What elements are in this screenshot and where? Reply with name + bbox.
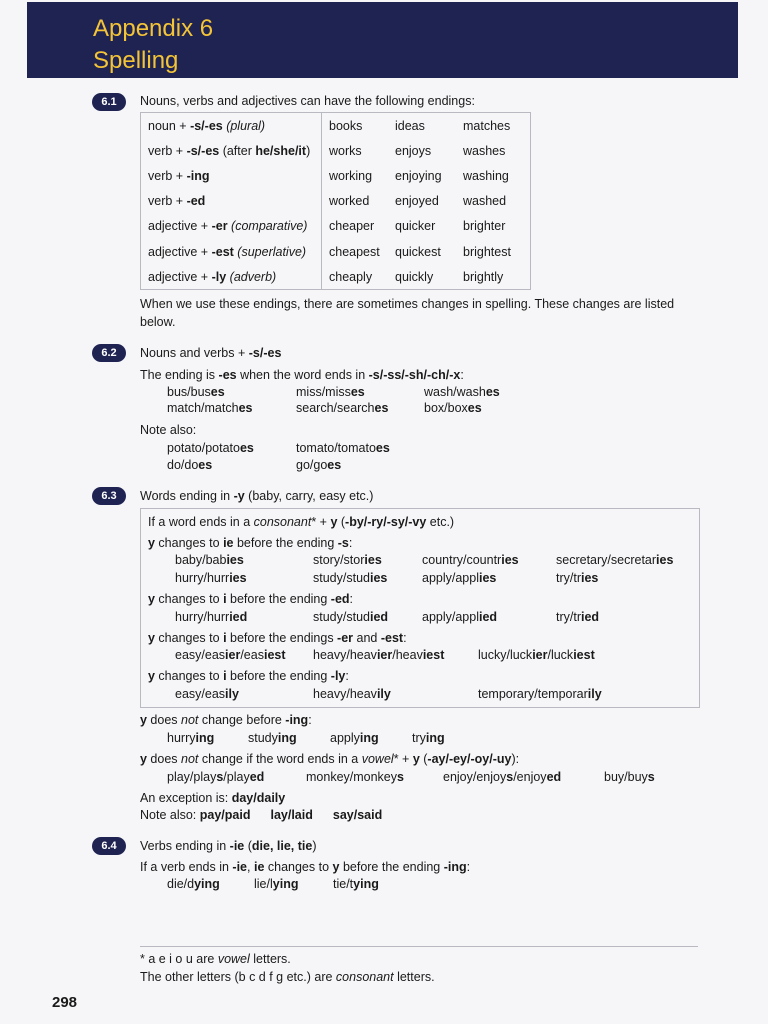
table-row [141, 189, 531, 214]
example-word: baby/babies [175, 553, 244, 567]
note-text: below. [140, 315, 176, 329]
example-word: hurrying [167, 731, 215, 745]
note-text: When we use these endings, there are sometimes changes in spelling. These changes are listed [140, 297, 675, 311]
row-label: adjective + -ly (adverb) [141, 264, 322, 290]
row-label: adjective + -est (superlative) [141, 239, 322, 264]
chapter-title: Appendix 6 [93, 15, 214, 42]
table-cell: cheaper [329, 219, 375, 234]
table-cell: matches [463, 118, 511, 133]
example-word: monkey/monkeys [306, 770, 404, 784]
section-title-6-2: Nouns and verbs + -s/-es [140, 346, 282, 360]
example-word: buy/buys [604, 770, 655, 784]
example-word: try/tries [556, 571, 599, 585]
note-also-text: Note also: pay/paid lay/laid say/said [140, 808, 383, 822]
endings-table [140, 112, 531, 290]
example-word: play/plays/played [167, 770, 265, 784]
table-cell: brightly [463, 269, 504, 284]
chapter-header [27, 2, 738, 78]
example-word: temporary/temporarily [478, 687, 602, 701]
section-title-6-4: Verbs ending in -ie (die, lie, tie) [140, 839, 317, 853]
table-cell: quickest [395, 244, 441, 259]
section-badge-6-1: 6.1 [92, 93, 126, 111]
table-cell: works [329, 143, 362, 158]
example-word: heavy/heavier/heaviest [313, 648, 445, 662]
rule-text: y changes to i before the endings -er and -est: [148, 631, 407, 645]
exception-text: An exception is: day/daily [140, 791, 286, 805]
table-row [141, 163, 531, 188]
example-word: bus/buses [167, 385, 225, 399]
box-intro: If a word ends in a consonant* + y (-by/-ry/-sy/-vy etc.) [148, 515, 455, 529]
example-word: story/stories [313, 553, 382, 567]
example-word: wash/washes [424, 385, 500, 399]
row-label: verb + -ing [141, 163, 322, 188]
footnote-line: * a e i o u are vowel letters. [140, 952, 291, 966]
example-word: study/studies [313, 571, 388, 585]
example-word: try/tried [556, 610, 600, 624]
example-word: studying [248, 731, 297, 745]
table-row [141, 239, 531, 264]
example-word: study/studied [313, 610, 389, 624]
footnote-divider [140, 946, 698, 947]
table-cell: books [329, 118, 363, 133]
example-word: easy/easily [175, 687, 239, 701]
rule-text: If a verb ends in -ie, ie changes to y before the ending -ing: [140, 860, 471, 874]
example-word: potato/potatoes [167, 441, 254, 455]
table-cell: washed [463, 194, 507, 209]
rule-text: The ending is -es when the word ends in -s/-ss/-sh/-ch/-x: [140, 368, 464, 382]
table-row [141, 214, 531, 239]
example-word: lie/lying [254, 877, 299, 891]
page-number: 298 [52, 994, 78, 1011]
example-word: tomato/tomatoes [296, 441, 390, 455]
example-word: lucky/luckier/luckiest [478, 648, 595, 662]
table-cell: quickly [395, 269, 434, 284]
rule-text: y does not change before -ing: [140, 713, 312, 727]
example-word: die/dying [167, 877, 220, 891]
table-cell: worked [329, 194, 370, 209]
table-row [141, 113, 531, 139]
section-title-6-3: Words ending in -y (baby, carry, easy etc.) [140, 489, 374, 503]
example-word: enjoy/enjoys/enjoyed [443, 770, 562, 784]
table-cell: enjoying [395, 168, 442, 183]
chapter-subtitle: Spelling [93, 47, 179, 74]
section-badge-6-3: 6.3 [92, 487, 126, 505]
example-word: easy/easier/easiest [175, 648, 286, 662]
section-title-6-1: Nouns, verbs and adjectives can have the following endings: [140, 94, 475, 108]
example-word: box/boxes [424, 401, 482, 415]
table-cell: brightest [463, 244, 511, 259]
example-word: match/matches [167, 401, 253, 415]
table-cell: washes [463, 143, 506, 158]
example-word: secretary/secretaries [556, 553, 674, 567]
example-word: miss/misses [296, 385, 365, 399]
footnote-line: The other letters (b c d f g etc.) are consonant letters. [140, 970, 435, 984]
example-word: search/searches [296, 401, 389, 415]
example-word: hurry/hurried [175, 610, 248, 624]
table-cell: cheapest [329, 244, 380, 259]
example-word: tie/tying [333, 877, 379, 891]
rule-text: y changes to i before the ending -ly: [148, 669, 349, 683]
section-badge-6-4: 6.4 [92, 837, 126, 855]
example-word: go/goes [296, 458, 342, 472]
example-word: hurry/hurries [175, 571, 247, 585]
table-cell: quicker [395, 219, 436, 234]
rule-text: y changes to ie before the ending -s: [148, 536, 353, 550]
table-row [141, 264, 531, 290]
example-word: do/does [167, 458, 213, 472]
table-cell: ideas [395, 118, 425, 133]
table-cell: brighter [463, 219, 506, 234]
row-label: noun + -s/-es (plural) [141, 113, 322, 139]
row-label: verb + -ed [141, 189, 322, 214]
example-word: country/countries [422, 553, 519, 567]
rule-text: y does not change if the word ends in a vowel* + y (-ay/-ey/-oy/-uy): [140, 752, 520, 766]
table-cell: cheaply [329, 269, 373, 284]
example-word: heavy/heavily [313, 687, 391, 701]
example-word: trying [412, 731, 445, 745]
row-label: adjective + -er (comparative) [141, 214, 322, 239]
table-cell: working [329, 168, 373, 183]
table-cell: washing [463, 168, 509, 183]
table-cell: enjoyed [395, 194, 439, 209]
row-label: verb + -s/-es (after he/she/it) [141, 138, 322, 163]
example-word: apply/applies [422, 571, 497, 585]
table-cell: enjoys [395, 143, 432, 158]
example-word: applying [330, 731, 379, 745]
table-row [141, 138, 531, 163]
rule-text: y changes to i before the ending -ed: [148, 592, 354, 606]
example-word: apply/applied [422, 610, 498, 624]
note-also: Note also: [140, 423, 197, 437]
section-badge-6-2: 6.2 [92, 344, 126, 362]
